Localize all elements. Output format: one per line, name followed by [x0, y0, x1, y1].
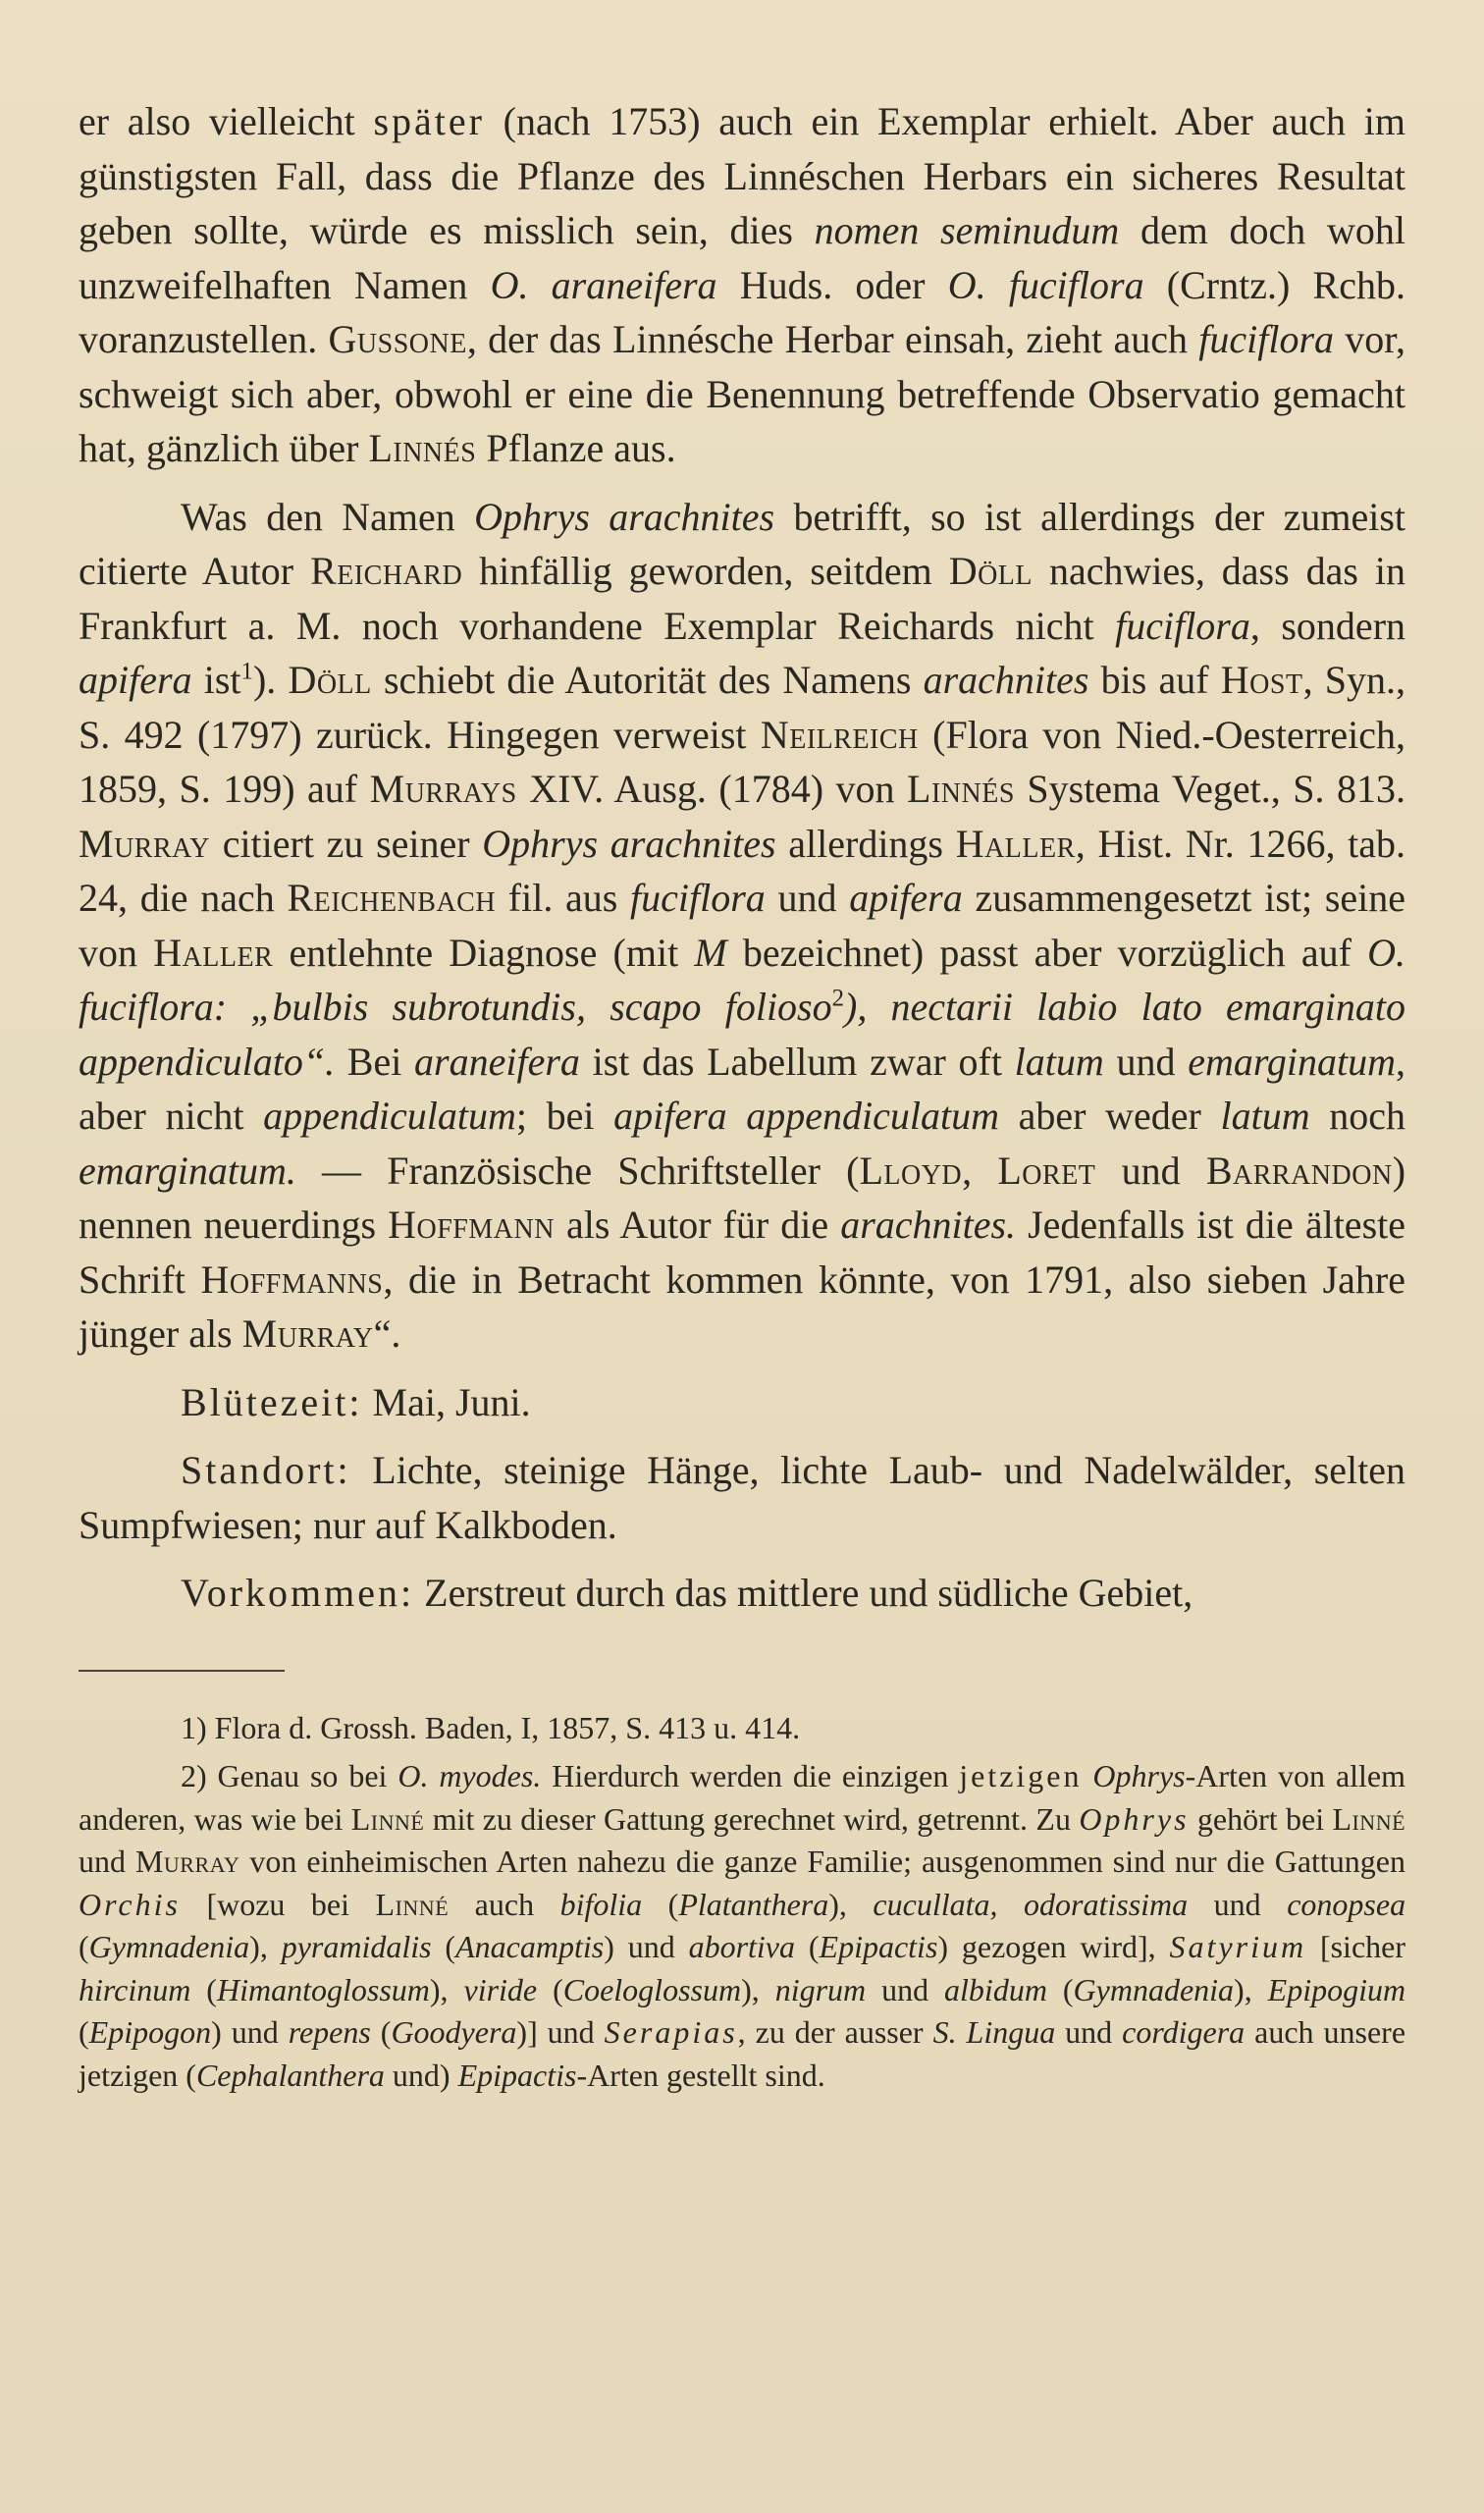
text-span: Host	[1220, 658, 1303, 702]
text-span: abortiva	[688, 1929, 795, 1964]
text-span: ist	[191, 658, 241, 702]
text-span: Neilreich	[760, 712, 919, 757]
text-span: — Französische Schriftsteller (	[295, 1148, 860, 1193]
text-span: Goodyera	[391, 2014, 517, 2050]
text-span: mit zu dieser Gattung gerechnet wird, getrennt. Zu	[424, 1800, 1080, 1837]
text-span: , die in Betracht kommen könnte, von 1791, also sieben Jahre jünger als	[79, 1256, 1405, 1356]
text-span: appendiculatum	[263, 1094, 516, 1138]
text-span: Huds. oder	[716, 262, 948, 307]
text-span: bifolia	[559, 1886, 643, 1922]
text-span: auch	[449, 1886, 560, 1922]
text-span: [wozu bei	[180, 1886, 376, 1922]
text-span: S. Lingua	[932, 2014, 1056, 2050]
footnote-ref: 2	[831, 985, 845, 1012]
text-span: 1) Flora d. Grossh. Baden, I, 1857, S. 413 u. 414.	[181, 1709, 801, 1745]
text-span: nigrum	[774, 1971, 867, 2007]
text-span: Bei	[335, 1039, 415, 1084]
text-span: Haller	[955, 821, 1076, 866]
text-span: ),	[1234, 1971, 1268, 2007]
paragraph-2	[79, 490, 1405, 1362]
text-span: von einheimischen Arten nahezu die ganze Familie; ausgenommen sind nur die Gattungen	[239, 1844, 1406, 1879]
footnote-2	[79, 1755, 1405, 2097]
footnote-1	[79, 1707, 1405, 1750]
section-label: Standort:	[181, 1448, 351, 1492]
footnotes	[79, 1707, 1405, 2098]
text-span: apifera appendiculatum	[613, 1094, 1000, 1138]
text-span: ).	[252, 658, 289, 702]
text-span: und)	[384, 2057, 458, 2093]
text-span: )] und	[516, 2014, 605, 2050]
paragraph-1	[79, 94, 1405, 476]
section-label: Blütezeit:	[181, 1379, 363, 1424]
paragraph-bluetezeit	[79, 1375, 1405, 1430]
text-span: , zu der ausser	[737, 2014, 933, 2050]
text-span: hircinum	[79, 1971, 191, 2007]
text-span: ), nectarii labio lato emarginato appendiculato“.	[79, 985, 1405, 1084]
text-span: M	[694, 930, 727, 975]
text-span: repens	[288, 2014, 371, 2050]
text-span: Anacamptis	[455, 1929, 605, 1964]
text-span: Murray	[79, 821, 211, 866]
text-span: “.	[373, 1311, 401, 1356]
text-span: ist das Labellum zwar oft	[579, 1039, 1015, 1084]
section-label: Vorkommen:	[181, 1571, 415, 1615]
text-span: Ophrys	[1092, 1758, 1186, 1793]
footnote-divider	[79, 1670, 285, 1672]
text-span: Ophrys	[1079, 1800, 1190, 1837]
text-span: allerdings	[775, 821, 956, 866]
text-span: Coeloglossum	[562, 1971, 742, 2007]
text-span: citiert zu seiner	[210, 821, 483, 866]
text-span: und	[1055, 2014, 1123, 2050]
text-span: (	[795, 1929, 820, 1964]
text-span: Hoffmann	[388, 1203, 555, 1247]
text-span: Epipactis	[819, 1929, 938, 1964]
text-span: (	[1046, 1971, 1074, 2007]
text-span: ),	[741, 1971, 775, 2007]
text-span: , Syn., S. 492 (1797) zurück. Hingegen verweist	[79, 658, 1406, 757]
text-span: cordigera	[1122, 2014, 1246, 2050]
text-span: fuciflora	[1115, 603, 1250, 648]
text-span: , der das Linnésche Herbar einsah, zieht auch	[466, 317, 1199, 361]
text-span: Epipogium	[1267, 1971, 1406, 2007]
text-span: Platanthera	[678, 1886, 829, 1922]
text-span: XIV. Ausg. (1784) von	[516, 767, 908, 811]
text-span: Pflanze aus.	[476, 426, 676, 470]
text-span: betrifft, so ist allerdings der zumeist citierte Autor	[79, 494, 1406, 593]
text-span: Lichte, steinige Hänge, lichte Laub- und Nadelwälder, selten Sumpfwiesen; nur auf Kalkboden.	[79, 1448, 1405, 1547]
text-span: (	[190, 1971, 217, 2007]
text-span: Orchis	[79, 1886, 181, 1922]
text-span: Hoffmanns	[200, 1256, 384, 1302]
text-span: schiebt die Autorität des Namens	[371, 658, 924, 702]
text-span: Linnés	[368, 426, 477, 470]
text-span: und	[765, 876, 850, 920]
text-span: Gymnadenia	[1073, 1971, 1235, 2007]
text-span: Hierdurch werden die einzigen	[541, 1758, 960, 1793]
text-span: jetzigen	[959, 1758, 1083, 1793]
text-span: Gussone	[328, 317, 467, 361]
text-span: Epipactis	[457, 2057, 577, 2093]
text-span: Barrandon	[1205, 1148, 1393, 1193]
text-span: ) und	[211, 2014, 289, 2050]
text-span: ),	[828, 1886, 874, 1922]
text-span: zusammengesetzt ist; seine von	[79, 876, 1406, 975]
text-span: Haller	[153, 930, 274, 975]
text-span: ) und	[604, 1929, 689, 1964]
text-span: , Hist. Nr. 1266, tab. 24, die nach	[79, 821, 1406, 920]
text-span: (	[370, 2014, 392, 2050]
text-span: er also vielleicht	[79, 99, 374, 143]
text-span: hinfällig geworden, seitdem	[462, 549, 949, 593]
text-span: Ophrys arachnites	[482, 821, 776, 866]
text-span: conopsea	[1287, 1886, 1406, 1922]
text-span: fuciflora	[1198, 317, 1335, 361]
text-span: als Autor für die	[554, 1203, 841, 1247]
text-span: und	[866, 1971, 945, 2007]
text-span: Satyrium	[1169, 1929, 1307, 1964]
text-span: Ophrys arachnites	[474, 494, 775, 539]
text-span: [sicher	[1306, 1929, 1406, 1964]
text-span: aber weder	[999, 1094, 1221, 1138]
text-span: ,	[962, 1148, 998, 1193]
text-span: (	[79, 2014, 89, 2050]
text-span: noch	[1309, 1094, 1406, 1138]
text-span: Cephalanthera	[195, 2057, 385, 2093]
text-span: fuciflora	[630, 876, 766, 920]
footnote-ref: 1	[240, 658, 253, 685]
text-span: Gymnadenia	[88, 1929, 250, 1964]
text-span: latum	[1220, 1094, 1310, 1138]
text-span: pyramidalis	[281, 1929, 432, 1964]
text-span: viride	[463, 1971, 538, 2007]
text-span: später	[373, 99, 485, 143]
text-span: Himantoglossum	[216, 1971, 430, 2007]
text-span: , sondern	[1249, 603, 1406, 648]
paragraph-standort	[79, 1443, 1405, 1552]
text-span: Döll	[948, 549, 1034, 593]
text-span: O. fuciflora	[947, 262, 1144, 307]
text-span: ) gezogen wird],	[937, 1929, 1170, 1964]
text-span: Epipogon	[88, 2014, 212, 2050]
text-span: arachnites.	[840, 1203, 1017, 1247]
text-span: apifera	[849, 876, 963, 920]
text-span: emarginatum.	[79, 1148, 296, 1193]
text-span: auch unsere jetzigen (	[79, 2014, 1406, 2093]
main-text	[79, 94, 1405, 1621]
text-span: Murray	[134, 1844, 240, 1879]
text-span: araneifera	[414, 1039, 580, 1084]
text-span: -Arten von allem anderen, was wie bei	[79, 1758, 1406, 1837]
text-span: Linnés	[907, 767, 1015, 811]
text-span: (Flora von Nied.-Oesterreich, 1859, S. 199) auf	[79, 712, 1406, 811]
text-span: und	[79, 1844, 135, 1879]
text-span: Was den Namen	[181, 494, 475, 539]
text-span: Jedenfalls ist die älteste Schrift	[79, 1203, 1405, 1302]
text-span: Serapias	[604, 2014, 738, 2050]
text-span: O. myodes.	[398, 1758, 542, 1793]
text-span: ),	[249, 1929, 282, 1964]
text-span: Zerstreut durch das mittlere und südliche Gebiet,	[414, 1571, 1193, 1615]
text-span: latum	[1014, 1039, 1104, 1084]
text-span	[1083, 1758, 1093, 1793]
text-span: , aber nicht	[79, 1039, 1406, 1138]
text-span: Systema Veget., S. 813.	[1014, 767, 1406, 811]
text-span: entlehnte Diagnose (mit	[273, 930, 695, 975]
text-span: (Crntz.) Rchb. voranzustellen.	[79, 262, 1405, 361]
text-span: Loret	[997, 1148, 1096, 1193]
text-span: ),	[429, 1971, 464, 2007]
text-span: nomen seminudum	[814, 208, 1120, 252]
text-span: Mai, Juni.	[362, 1379, 531, 1424]
paragraph-vorkommen	[79, 1566, 1405, 1621]
text-span: albidum	[944, 1971, 1047, 2007]
text-span: cucullata, odoratissima	[873, 1886, 1189, 1922]
text-span: vor, schweigt sich aber, obwohl er eine die Benennung betreffende Observatio gemacht hat, gänzlich über	[79, 317, 1406, 470]
text-span: bis auf	[1088, 658, 1221, 702]
text-span: bezeichnet) passt aber vorzüglich auf	[726, 930, 1368, 975]
text-span: ; bei	[515, 1094, 614, 1138]
text-span: Döll	[288, 658, 372, 702]
text-span: O. araneifera	[490, 262, 717, 307]
text-span: und	[1188, 1886, 1288, 1922]
text-span: apifera	[79, 658, 192, 702]
text-span: (	[642, 1886, 679, 1922]
text-span: Reichard	[310, 549, 463, 593]
text-span: -Arten gestellt sind.	[576, 2057, 825, 2093]
text-span: (nach 1753) auch ein Exemplar erhielt. Aber auch im günstigsten Fall, dass die Pflanze des Linnéschen Herbars ein sicheres Resultat geben sollte, würde es misslich sein, dies	[79, 99, 1405, 252]
text-span: gehört bei	[1189, 1800, 1333, 1837]
text-span: arachnites	[923, 658, 1089, 702]
text-span: Murrays	[369, 767, 517, 811]
text-span: Linné	[1332, 1800, 1406, 1837]
text-span: Linné	[350, 1800, 425, 1837]
text-span: nachwies, dass das in Frankfurt a. M. noch vorhandene Exemplar Reichards nicht	[79, 549, 1406, 648]
text-span: (	[79, 1929, 89, 1964]
text-span: fil. aus	[496, 876, 631, 920]
text-span: (	[431, 1929, 456, 1964]
text-span: (	[537, 1971, 563, 2007]
text-span: 2) Genau so bei	[181, 1758, 398, 1793]
text-span: ) nennen neuerdings	[79, 1148, 1406, 1247]
text-span: und	[1103, 1039, 1189, 1084]
text-span: dem doch wohl unzweifelhaften Namen	[79, 208, 1405, 307]
text-span: Linné	[375, 1886, 450, 1922]
text-span: und	[1095, 1148, 1206, 1193]
text-span: O. fuciflora: „bulbis subrotundis, scapo folioso	[79, 930, 1405, 1029]
text-span: Murray	[241, 1311, 374, 1356]
text-span: emarginatum	[1188, 1039, 1397, 1084]
text-span: Lloyd	[859, 1148, 963, 1193]
text-span: Reichenbach	[287, 876, 497, 920]
